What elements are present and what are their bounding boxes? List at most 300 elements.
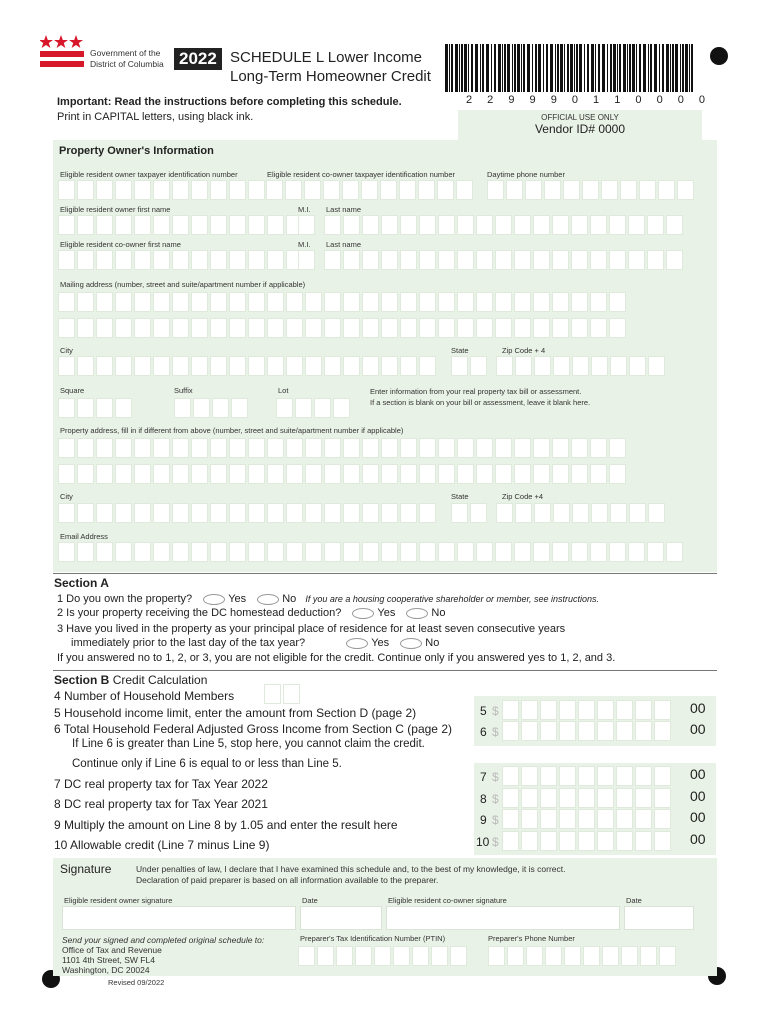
char-box[interactable] xyxy=(563,180,580,200)
ptin-boxes[interactable] xyxy=(298,946,467,966)
char-box[interactable] xyxy=(533,464,550,484)
char-box[interactable] xyxy=(267,250,284,270)
owner-signature-field[interactable] xyxy=(62,906,296,930)
line-7-amount[interactable] xyxy=(502,766,671,786)
char-box[interactable] xyxy=(654,788,671,808)
co-owner-tin-boxes[interactable] xyxy=(266,180,473,200)
char-box[interactable] xyxy=(559,766,576,786)
char-box[interactable] xyxy=(115,180,132,200)
char-box[interactable] xyxy=(400,464,417,484)
char-box[interactable] xyxy=(248,215,265,235)
char-box[interactable] xyxy=(96,215,113,235)
char-box[interactable] xyxy=(457,542,474,562)
char-box[interactable] xyxy=(597,766,614,786)
char-box[interactable] xyxy=(514,292,531,312)
char-box[interactable] xyxy=(502,721,519,741)
char-box[interactable] xyxy=(552,464,569,484)
char-box[interactable] xyxy=(343,356,360,376)
char-box[interactable] xyxy=(616,766,633,786)
char-box[interactable] xyxy=(381,250,398,270)
char-box[interactable] xyxy=(419,292,436,312)
char-box[interactable] xyxy=(267,215,284,235)
char-box[interactable] xyxy=(381,292,398,312)
char-box[interactable] xyxy=(514,250,531,270)
char-box[interactable] xyxy=(58,398,75,418)
char-box[interactable] xyxy=(521,766,538,786)
char-box[interactable] xyxy=(191,250,208,270)
char-box[interactable] xyxy=(336,946,353,966)
char-box[interactable] xyxy=(521,831,538,851)
char-box[interactable] xyxy=(172,250,189,270)
char-box[interactable] xyxy=(476,542,493,562)
char-box[interactable] xyxy=(419,215,436,235)
char-box[interactable] xyxy=(476,292,493,312)
lot-boxes[interactable] xyxy=(276,398,350,418)
char-box[interactable] xyxy=(654,700,671,720)
char-box[interactable] xyxy=(635,809,652,829)
char-box[interactable] xyxy=(400,250,417,270)
char-box[interactable] xyxy=(616,831,633,851)
char-box[interactable] xyxy=(559,809,576,829)
char-box[interactable] xyxy=(654,809,671,829)
char-box[interactable] xyxy=(502,788,519,808)
char-box[interactable] xyxy=(609,250,626,270)
char-box[interactable] xyxy=(314,398,331,418)
char-box[interactable] xyxy=(438,464,455,484)
char-box[interactable] xyxy=(324,542,341,562)
char-box[interactable] xyxy=(153,180,170,200)
char-box[interactable] xyxy=(502,831,519,851)
property-address-row1[interactable] xyxy=(58,438,626,458)
mailing-address-row2[interactable] xyxy=(58,318,626,338)
char-box[interactable] xyxy=(286,318,303,338)
char-box[interactable] xyxy=(647,250,664,270)
char-box[interactable] xyxy=(400,318,417,338)
char-box[interactable] xyxy=(431,946,448,966)
char-box[interactable] xyxy=(193,398,210,418)
char-box[interactable] xyxy=(58,438,75,458)
char-box[interactable] xyxy=(210,292,227,312)
char-box[interactable] xyxy=(621,946,638,966)
char-box[interactable] xyxy=(343,292,360,312)
co-owner-signature-field[interactable] xyxy=(386,906,620,930)
char-box[interactable] xyxy=(304,180,321,200)
char-box[interactable] xyxy=(521,788,538,808)
char-box[interactable] xyxy=(361,180,378,200)
char-box[interactable] xyxy=(578,700,595,720)
city-boxes[interactable] xyxy=(58,356,436,376)
char-box[interactable] xyxy=(654,831,671,851)
char-box[interactable] xyxy=(578,766,595,786)
char-box[interactable] xyxy=(115,292,132,312)
char-box[interactable] xyxy=(362,318,379,338)
char-box[interactable] xyxy=(476,464,493,484)
char-box[interactable] xyxy=(191,542,208,562)
phone-boxes[interactable] xyxy=(487,180,694,200)
char-box[interactable] xyxy=(77,503,94,523)
char-box[interactable] xyxy=(229,542,246,562)
char-box[interactable] xyxy=(96,292,113,312)
char-box[interactable] xyxy=(552,438,569,458)
char-box[interactable] xyxy=(191,215,208,235)
char-box[interactable] xyxy=(210,356,227,376)
char-box[interactable] xyxy=(591,356,608,376)
char-box[interactable] xyxy=(343,438,360,458)
char-box[interactable] xyxy=(115,503,132,523)
char-box[interactable] xyxy=(597,788,614,808)
char-box[interactable] xyxy=(514,542,531,562)
char-box[interactable] xyxy=(172,356,189,376)
char-box[interactable] xyxy=(533,318,550,338)
char-box[interactable] xyxy=(521,721,538,741)
char-box[interactable] xyxy=(77,398,94,418)
char-box[interactable] xyxy=(381,438,398,458)
char-box[interactable] xyxy=(153,542,170,562)
char-box[interactable] xyxy=(248,250,265,270)
char-box[interactable] xyxy=(654,766,671,786)
char-box[interactable] xyxy=(248,356,265,376)
char-box[interactable] xyxy=(609,464,626,484)
state-boxes[interactable] xyxy=(451,356,487,376)
char-box[interactable] xyxy=(666,542,683,562)
char-box[interactable] xyxy=(324,215,341,235)
char-box[interactable] xyxy=(412,946,429,966)
char-box[interactable] xyxy=(172,503,189,523)
char-box[interactable] xyxy=(381,215,398,235)
char-box[interactable] xyxy=(229,292,246,312)
char-box[interactable] xyxy=(476,215,493,235)
char-box[interactable] xyxy=(515,356,532,376)
char-box[interactable] xyxy=(507,946,524,966)
char-box[interactable] xyxy=(540,788,557,808)
household-members-boxes[interactable] xyxy=(264,684,300,704)
char-box[interactable] xyxy=(77,215,94,235)
mailing-address-row1[interactable] xyxy=(58,292,626,312)
char-box[interactable] xyxy=(58,250,75,270)
char-box[interactable] xyxy=(488,946,505,966)
char-box[interactable] xyxy=(629,356,646,376)
char-box[interactable] xyxy=(286,438,303,458)
char-box[interactable] xyxy=(267,292,284,312)
co-first-name-boxes[interactable] xyxy=(58,250,303,270)
char-box[interactable] xyxy=(400,356,417,376)
char-box[interactable] xyxy=(324,318,341,338)
char-box[interactable] xyxy=(597,809,614,829)
char-box[interactable] xyxy=(400,542,417,562)
char-box[interactable] xyxy=(248,464,265,484)
char-box[interactable] xyxy=(450,946,467,966)
char-box[interactable] xyxy=(267,503,284,523)
char-box[interactable] xyxy=(457,292,474,312)
char-box[interactable] xyxy=(362,250,379,270)
char-box[interactable] xyxy=(266,180,283,200)
char-box[interactable] xyxy=(534,503,551,523)
char-box[interactable] xyxy=(495,215,512,235)
char-box[interactable] xyxy=(419,542,436,562)
char-box[interactable] xyxy=(635,788,652,808)
char-box[interactable] xyxy=(58,356,75,376)
zip2-boxes[interactable] xyxy=(496,503,665,523)
char-box[interactable] xyxy=(540,831,557,851)
char-box[interactable] xyxy=(343,503,360,523)
char-box[interactable] xyxy=(609,438,626,458)
char-box[interactable] xyxy=(559,700,576,720)
char-box[interactable] xyxy=(374,946,391,966)
char-box[interactable] xyxy=(502,809,519,829)
char-box[interactable] xyxy=(210,542,227,562)
char-box[interactable] xyxy=(534,356,551,376)
char-box[interactable] xyxy=(559,788,576,808)
char-box[interactable] xyxy=(248,318,265,338)
char-box[interactable] xyxy=(276,398,293,418)
char-box[interactable] xyxy=(134,292,151,312)
q3-yes-radio[interactable] xyxy=(346,638,368,649)
char-box[interactable] xyxy=(578,721,595,741)
char-box[interactable] xyxy=(305,438,322,458)
char-box[interactable] xyxy=(525,180,542,200)
char-box[interactable] xyxy=(264,684,281,704)
char-box[interactable] xyxy=(438,438,455,458)
char-box[interactable] xyxy=(400,438,417,458)
char-box[interactable] xyxy=(286,292,303,312)
char-box[interactable] xyxy=(635,721,652,741)
char-box[interactable] xyxy=(487,180,504,200)
char-box[interactable] xyxy=(438,292,455,312)
char-box[interactable] xyxy=(647,542,664,562)
char-box[interactable] xyxy=(305,542,322,562)
char-box[interactable] xyxy=(305,356,322,376)
state2-boxes[interactable] xyxy=(451,503,487,523)
char-box[interactable] xyxy=(229,438,246,458)
char-box[interactable] xyxy=(552,318,569,338)
char-box[interactable] xyxy=(210,438,227,458)
char-box[interactable] xyxy=(58,292,75,312)
char-box[interactable] xyxy=(174,398,191,418)
char-box[interactable] xyxy=(323,180,340,200)
char-box[interactable] xyxy=(115,250,132,270)
char-box[interactable] xyxy=(381,318,398,338)
char-box[interactable] xyxy=(521,809,538,829)
char-box[interactable] xyxy=(381,356,398,376)
char-box[interactable] xyxy=(58,464,75,484)
char-box[interactable] xyxy=(495,250,512,270)
char-box[interactable] xyxy=(582,180,599,200)
suffix-boxes[interactable] xyxy=(174,398,248,418)
char-box[interactable] xyxy=(559,831,576,851)
char-box[interactable] xyxy=(286,356,303,376)
char-box[interactable] xyxy=(153,215,170,235)
char-box[interactable] xyxy=(229,464,246,484)
char-box[interactable] xyxy=(191,356,208,376)
char-box[interactable] xyxy=(305,503,322,523)
char-box[interactable] xyxy=(210,215,227,235)
char-box[interactable] xyxy=(571,464,588,484)
char-box[interactable] xyxy=(77,318,94,338)
char-box[interactable] xyxy=(571,292,588,312)
char-box[interactable] xyxy=(172,215,189,235)
char-box[interactable] xyxy=(267,464,284,484)
char-box[interactable] xyxy=(77,292,94,312)
char-box[interactable] xyxy=(362,356,379,376)
char-box[interactable] xyxy=(635,766,652,786)
char-box[interactable] xyxy=(210,318,227,338)
char-box[interactable] xyxy=(153,356,170,376)
char-box[interactable] xyxy=(552,542,569,562)
char-box[interactable] xyxy=(616,809,633,829)
char-box[interactable] xyxy=(267,542,284,562)
char-box[interactable] xyxy=(590,250,607,270)
char-box[interactable] xyxy=(295,398,312,418)
char-box[interactable] xyxy=(583,946,600,966)
char-box[interactable] xyxy=(544,180,561,200)
char-box[interactable] xyxy=(597,831,614,851)
char-box[interactable] xyxy=(616,721,633,741)
co-mi-box[interactable] xyxy=(298,250,315,270)
email-boxes[interactable] xyxy=(58,542,683,562)
line-9-amount[interactable] xyxy=(502,809,671,829)
line-6-amount[interactable] xyxy=(502,721,671,741)
char-box[interactable] xyxy=(96,250,113,270)
char-box[interactable] xyxy=(210,503,227,523)
char-box[interactable] xyxy=(229,503,246,523)
char-box[interactable] xyxy=(191,318,208,338)
char-box[interactable] xyxy=(571,318,588,338)
char-box[interactable] xyxy=(324,292,341,312)
char-box[interactable] xyxy=(77,250,94,270)
char-box[interactable] xyxy=(96,464,113,484)
char-box[interactable] xyxy=(438,215,455,235)
char-box[interactable] xyxy=(267,356,284,376)
char-box[interactable] xyxy=(457,464,474,484)
char-box[interactable] xyxy=(590,292,607,312)
char-box[interactable] xyxy=(191,438,208,458)
char-box[interactable] xyxy=(553,356,570,376)
char-box[interactable] xyxy=(564,946,581,966)
char-box[interactable] xyxy=(134,318,151,338)
char-box[interactable] xyxy=(419,356,436,376)
char-box[interactable] xyxy=(451,356,468,376)
char-box[interactable] xyxy=(648,503,665,523)
char-box[interactable] xyxy=(324,250,341,270)
char-box[interactable] xyxy=(115,542,132,562)
char-box[interactable] xyxy=(601,180,618,200)
char-box[interactable] xyxy=(470,503,487,523)
char-box[interactable] xyxy=(533,542,550,562)
char-box[interactable] xyxy=(610,356,627,376)
char-box[interactable] xyxy=(267,438,284,458)
char-box[interactable] xyxy=(609,292,626,312)
char-box[interactable] xyxy=(476,250,493,270)
char-box[interactable] xyxy=(578,809,595,829)
char-box[interactable] xyxy=(578,788,595,808)
char-box[interactable] xyxy=(648,356,665,376)
char-box[interactable] xyxy=(495,292,512,312)
char-box[interactable] xyxy=(640,946,657,966)
date2-field[interactable] xyxy=(624,906,694,930)
char-box[interactable] xyxy=(526,946,543,966)
char-box[interactable] xyxy=(298,250,315,270)
char-box[interactable] xyxy=(212,398,229,418)
char-box[interactable] xyxy=(506,180,523,200)
q2-yes-radio[interactable] xyxy=(352,608,374,619)
char-box[interactable] xyxy=(134,356,151,376)
char-box[interactable] xyxy=(96,180,113,200)
char-box[interactable] xyxy=(134,250,151,270)
char-box[interactable] xyxy=(343,464,360,484)
char-box[interactable] xyxy=(533,292,550,312)
char-box[interactable] xyxy=(172,542,189,562)
char-box[interactable] xyxy=(248,503,265,523)
char-box[interactable] xyxy=(285,180,302,200)
char-box[interactable] xyxy=(58,542,75,562)
char-box[interactable] xyxy=(191,180,208,200)
char-box[interactable] xyxy=(229,215,246,235)
char-box[interactable] xyxy=(590,215,607,235)
char-box[interactable] xyxy=(419,318,436,338)
q1-no-radio[interactable] xyxy=(257,594,279,605)
char-box[interactable] xyxy=(172,438,189,458)
char-box[interactable] xyxy=(629,503,646,523)
char-box[interactable] xyxy=(515,503,532,523)
char-box[interactable] xyxy=(533,250,550,270)
char-box[interactable] xyxy=(437,180,454,200)
char-box[interactable] xyxy=(540,809,557,829)
char-box[interactable] xyxy=(400,215,417,235)
char-box[interactable] xyxy=(153,318,170,338)
char-box[interactable] xyxy=(571,542,588,562)
char-box[interactable] xyxy=(191,503,208,523)
char-box[interactable] xyxy=(298,215,315,235)
char-box[interactable] xyxy=(457,438,474,458)
char-box[interactable] xyxy=(134,542,151,562)
char-box[interactable] xyxy=(286,542,303,562)
char-box[interactable] xyxy=(628,215,645,235)
char-box[interactable] xyxy=(400,503,417,523)
char-box[interactable] xyxy=(77,464,94,484)
char-box[interactable] xyxy=(248,292,265,312)
char-box[interactable] xyxy=(248,542,265,562)
square-boxes[interactable] xyxy=(58,398,132,418)
char-box[interactable] xyxy=(248,180,265,200)
char-box[interactable] xyxy=(590,464,607,484)
char-box[interactable] xyxy=(590,318,607,338)
char-box[interactable] xyxy=(578,831,595,851)
char-box[interactable] xyxy=(153,292,170,312)
char-box[interactable] xyxy=(514,318,531,338)
char-box[interactable] xyxy=(419,464,436,484)
char-box[interactable] xyxy=(298,946,315,966)
char-box[interactable] xyxy=(172,292,189,312)
char-box[interactable] xyxy=(77,542,94,562)
char-box[interactable] xyxy=(362,438,379,458)
char-box[interactable] xyxy=(514,464,531,484)
char-box[interactable] xyxy=(659,946,676,966)
char-box[interactable] xyxy=(115,438,132,458)
char-box[interactable] xyxy=(677,180,694,200)
char-box[interactable] xyxy=(305,464,322,484)
char-box[interactable] xyxy=(457,250,474,270)
char-box[interactable] xyxy=(96,438,113,458)
char-box[interactable] xyxy=(134,464,151,484)
char-box[interactable] xyxy=(647,215,664,235)
char-box[interactable] xyxy=(666,250,683,270)
property-address-row2[interactable] xyxy=(58,464,626,484)
char-box[interactable] xyxy=(362,503,379,523)
char-box[interactable] xyxy=(362,292,379,312)
q1-yes-radio[interactable] xyxy=(203,594,225,605)
char-box[interactable] xyxy=(362,215,379,235)
first-name-boxes[interactable] xyxy=(58,215,303,235)
